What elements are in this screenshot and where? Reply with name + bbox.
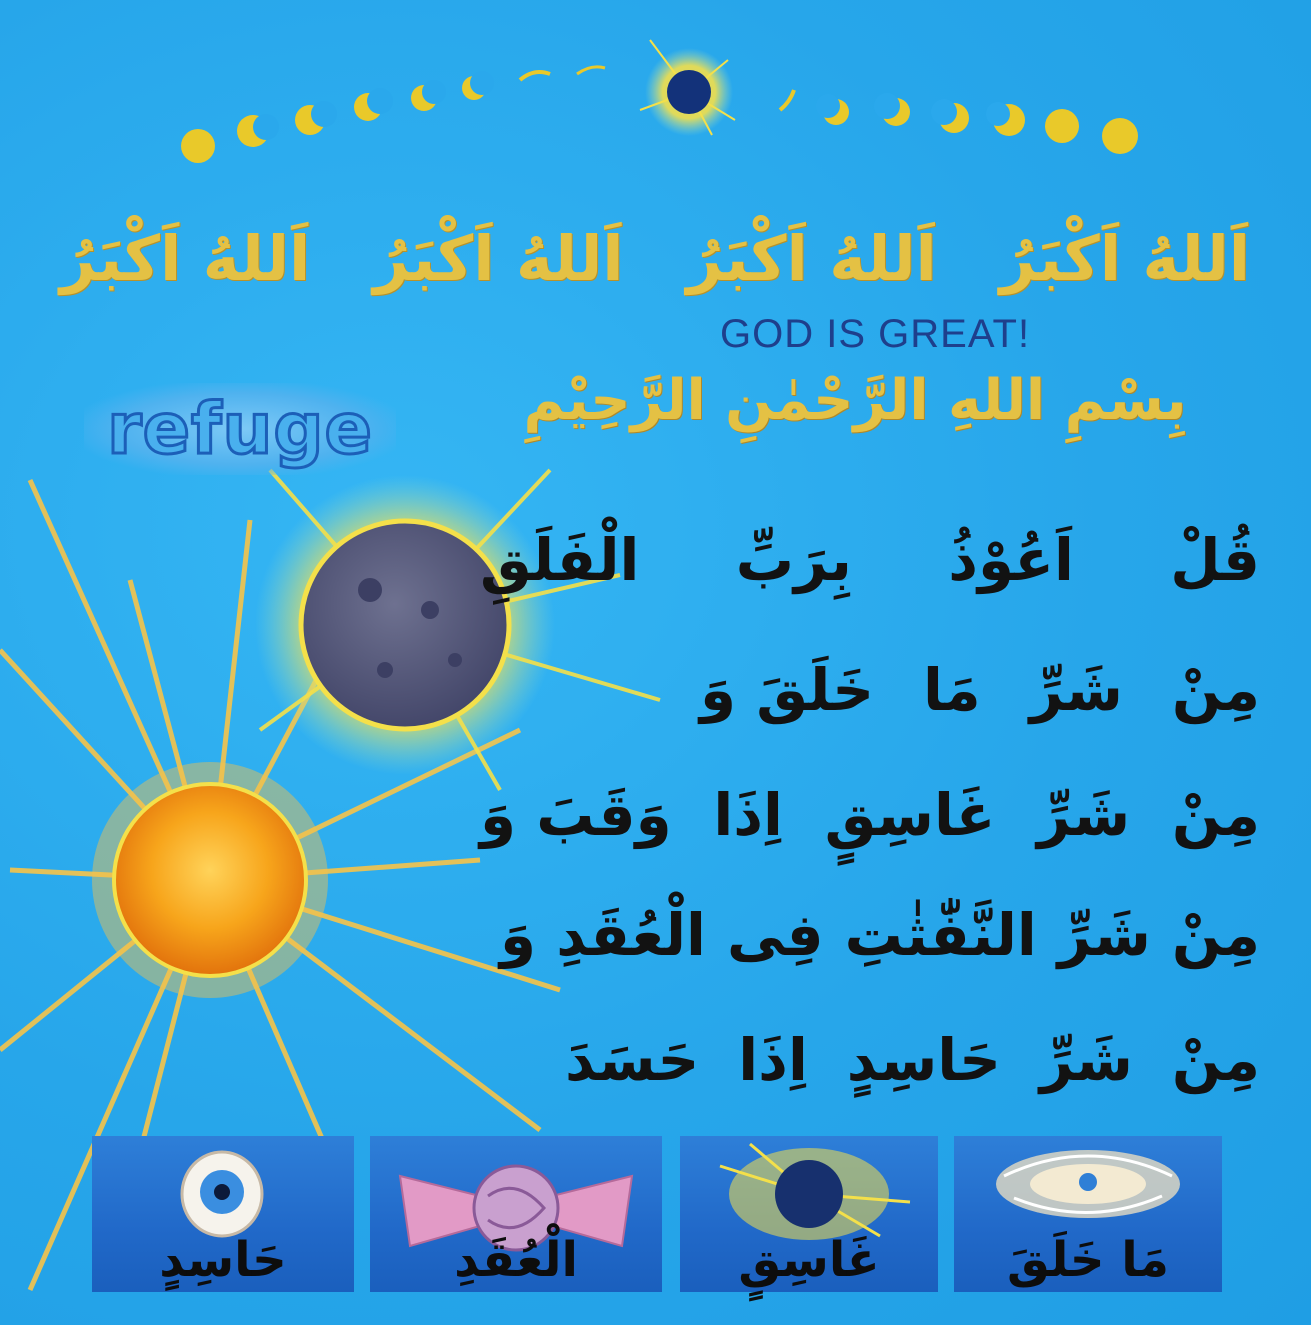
title-word: refuge	[84, 383, 396, 475]
verse-word: اِذَا	[713, 781, 783, 849]
verse-line	[480, 505, 1260, 615]
verse-word: مِنْ	[1171, 781, 1260, 849]
verse-word: غَاسِقٍ	[824, 781, 996, 849]
verse-word: شَرِّ	[1037, 781, 1131, 849]
panel-label: حَاسِدٍ	[159, 1232, 287, 1288]
verse-line	[500, 880, 1260, 990]
verse-word: قُلْ	[1170, 526, 1260, 594]
takbir-phrase: اَللهُ اَكْبَرُ	[999, 221, 1250, 295]
verse-word: شَرِّ	[1029, 656, 1123, 724]
verse-line	[700, 635, 1260, 745]
verse-word: الْعُقَدِ وَ	[500, 901, 706, 969]
verse-word: فِى	[726, 901, 824, 969]
panel-darkness	[680, 1136, 938, 1292]
bismillah: بِسْمِ اللهِ الرَّحْمٰنِ الرَّحِيْمِ	[523, 368, 1187, 433]
panel-envier	[92, 1136, 354, 1292]
sun	[114, 784, 306, 976]
english-caption: GOD IS GREAT!	[720, 312, 1031, 356]
takbir-phrase: اَللهُ اَكْبَرُ	[373, 221, 624, 295]
verse-word: بِرَبِّ	[735, 526, 852, 594]
verse-word: شَرِّ	[1039, 1026, 1133, 1094]
verse-word: وَقَبَ وَ	[480, 781, 672, 849]
verse-line	[565, 1005, 1260, 1115]
takbir-line	[60, 198, 1250, 318]
verse-word: مِنْ	[1171, 1026, 1260, 1094]
verse-word: خَلَقَ وَ	[700, 656, 875, 724]
verse-word: اِذَا	[738, 1026, 808, 1094]
panel-creation	[954, 1136, 1222, 1292]
panel-label: الْعُقَدِ	[454, 1232, 578, 1288]
verse-word: حَسَدَ	[565, 1026, 700, 1094]
takbir-phrase: اَللهُ اَكْبَرُ	[60, 221, 311, 295]
verse-line	[480, 760, 1260, 870]
panel-label: غَاسِقٍ	[738, 1232, 880, 1288]
verse-word: اَعُوْذُ	[948, 526, 1074, 594]
verse-word: حَاسِدٍ	[846, 1026, 1001, 1094]
takbir-phrase: اَللهُ اَكْبَرُ	[686, 221, 937, 295]
verse-word: النَّفّٰثٰتِ	[844, 901, 1037, 969]
panel-knots	[370, 1136, 662, 1292]
verse-word: مَا	[923, 656, 981, 724]
verse-word: شَرِّ	[1057, 901, 1151, 969]
panel-label: مَا خَلَقَ	[1007, 1232, 1169, 1288]
verse-word: الْفَلَقِ	[480, 526, 640, 594]
verse-word: مِنْ	[1171, 656, 1260, 724]
top-eclipse	[640, 40, 735, 136]
verse-word: مِنْ	[1171, 901, 1260, 969]
